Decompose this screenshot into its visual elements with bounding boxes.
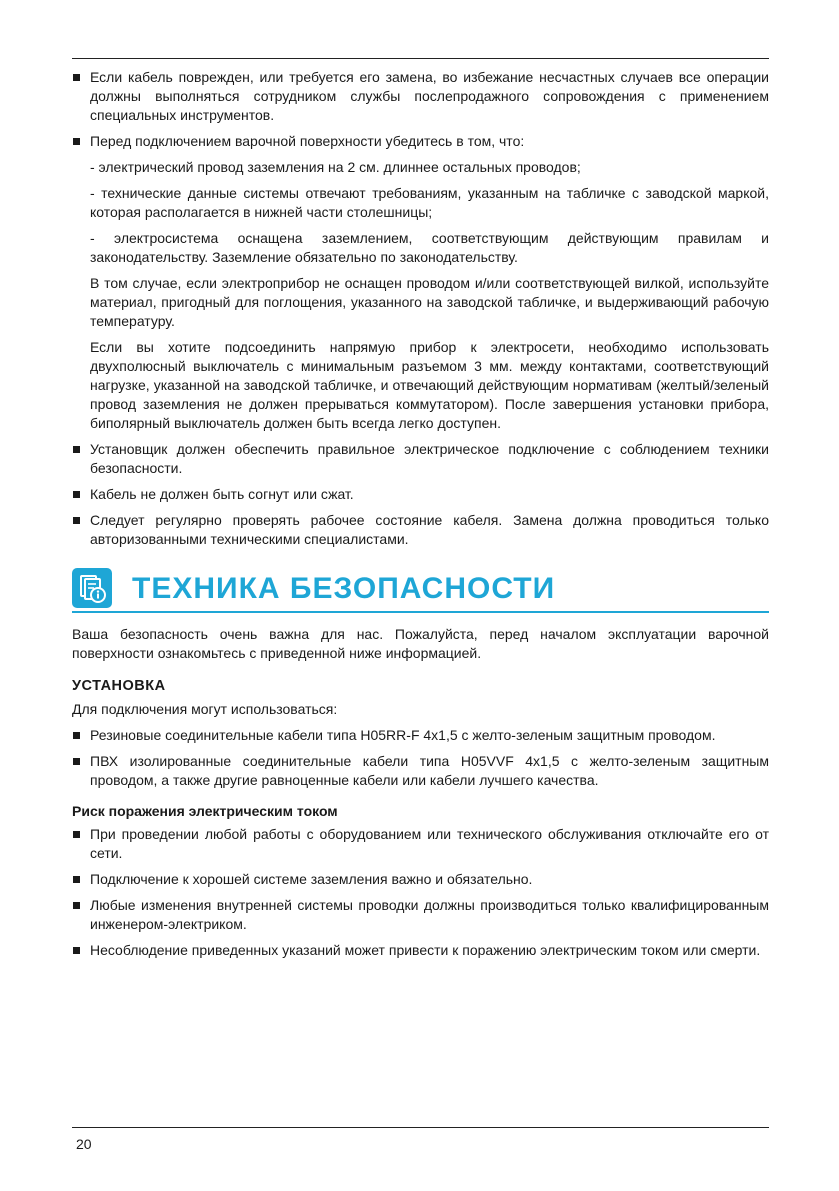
check-paragraph: Если вы хотите подсоединить напрямую прибор к электросети, необходимо использовать двухполюсный выключатель с минимальным разъемом 3 мм. между контактами, соответствующий нагрузке, указанной на заводской табличке, и отвечающий действующим нормативам (желтый/зеленый провод заземления не должен прерываться коммутатором). После завершения установки прибора, биполярный выключатель должен быть всегда легко доступен. bbox=[90, 339, 769, 431]
bullet-item: Подключение к хорошей системе заземления важно и обязательно. bbox=[72, 870, 769, 889]
installation-lead: Для подключения могут использоваться: bbox=[72, 701, 338, 717]
manual-info-icon bbox=[72, 568, 112, 608]
bullet-item: Резиновые соединительные кабели типа H05RR-F 4x1,5 с желто-зеленым защитным проводом. bbox=[72, 726, 769, 745]
bottom-divider bbox=[72, 1127, 769, 1128]
section-title: ТЕХНИКА БЕЗОПАСНОСТИ bbox=[132, 571, 556, 605]
bullet-item: Установщик должен обеспечить правильное электрическое подключение с соблюдением техники безопасности. bbox=[72, 440, 769, 478]
section-intro: Ваша безопасность очень важна для нас. Пожалуйста, перед началом эксплуатации варочной поверхности ознакомьтесь с приведенной ниже информацией. bbox=[72, 626, 769, 661]
check-item: - технические данные системы отвечают требованиям, указанным на табличке с заводской маркой, которая располагается в нижней части столешницы; bbox=[90, 185, 769, 220]
bullet-item: Несоблюдение приведенных указаний может привести к поражению электрическим током или смерти. bbox=[72, 941, 769, 960]
check-paragraph: В том случае, если электроприбор не оснащен проводом и/или соответствующей вилкой, используйте материал, пригодный для поглощения, указанного на заводской табличке, и выдерживающий рабочую температуру. bbox=[90, 275, 769, 329]
installation-heading: УСТАНОВКА bbox=[72, 678, 166, 694]
bullet-item: При проведении любой работы с оборудованием или технического обслуживания отключайте его от сети. bbox=[72, 825, 769, 863]
page-number: 20 bbox=[76, 1136, 92, 1152]
shock-risk-heading: Риск поражения электрическим током bbox=[72, 803, 338, 819]
bullet-item: Любые изменения внутренней системы проводки должны производиться только квалифицированным инженером-электриком. bbox=[72, 896, 769, 934]
section-header bbox=[72, 567, 769, 609]
top-divider bbox=[72, 58, 769, 59]
bullet-item: Перед подключением варочной поверхности убедитесь в том, что: bbox=[72, 132, 769, 151]
bullet-item: Кабель не должен быть согнут или сжат. bbox=[72, 485, 769, 504]
bullet-item: ПВХ изолированные соединительные кабели типа H05VVF 4x1,5 с желто-зеленым защитным проводом, а также другие равноценные кабели или кабели лучшего качества. bbox=[72, 752, 769, 790]
section-underline bbox=[72, 611, 769, 613]
bullet-item: Если кабель поврежден, или требуется его замена, во избежание несчастных случаев все операции должны выполняться сотрудником службы послепродажного сопровождения с применением специальных инструментов. bbox=[72, 68, 769, 125]
check-item: - электросистема оснащена заземлением, соответствующим действующим правилам и законодательству. Заземление обязательно по законодательству. bbox=[90, 230, 769, 265]
check-item: - электрический провод заземления на 2 см. длиннее остальных проводов; bbox=[90, 159, 581, 175]
manual-page bbox=[72, 0, 769, 1191]
bullet-item: Следует регулярно проверять рабочее состояние кабеля. Замена должна проводиться только авторизованными техническими специалистами. bbox=[72, 511, 769, 549]
page-content bbox=[72, 68, 769, 967]
